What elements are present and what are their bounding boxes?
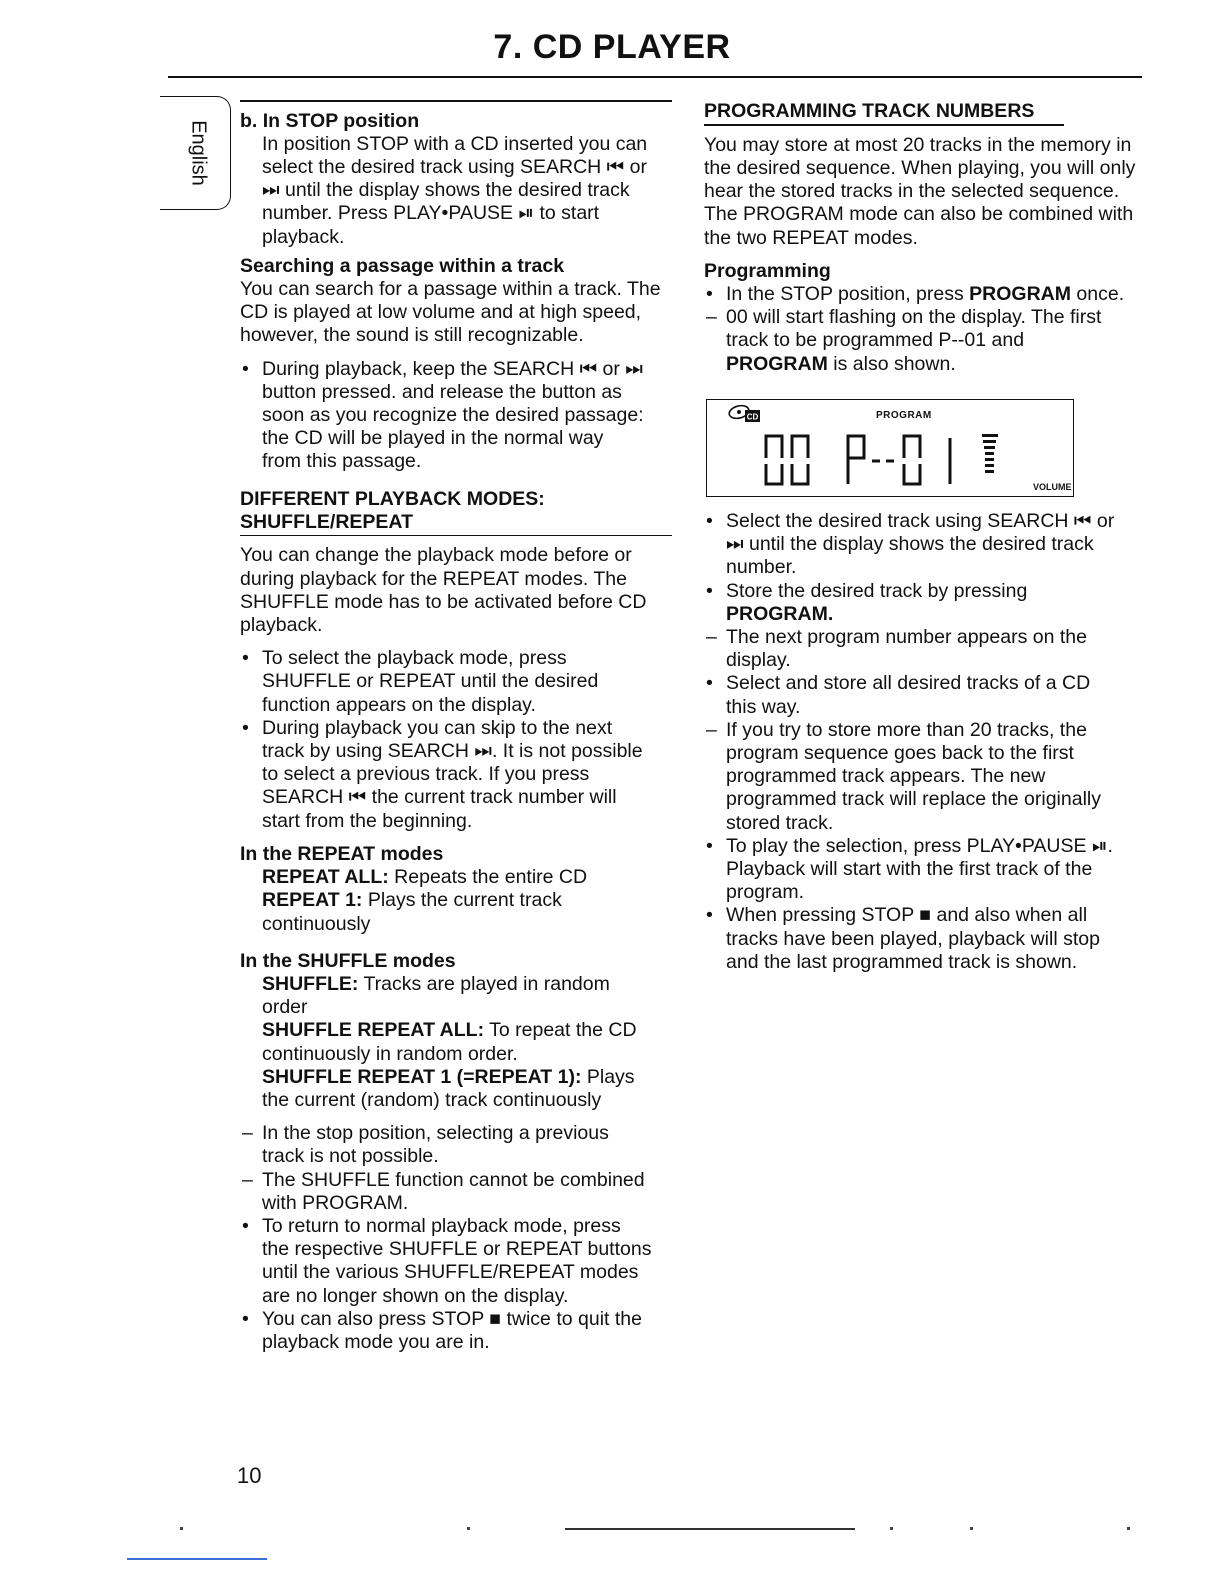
section-rule <box>240 100 672 102</box>
list-item: • You can also press STOP ■ twice to quit the playback mode you are in. <box>242 1307 642 1353</box>
section-rule <box>240 535 672 537</box>
list-item: – The next program number appears on the display. <box>706 626 1087 672</box>
lcd-digits <box>758 430 1028 490</box>
list-item: • During playback you can skip to the next track by using SEARCH ⏭. It is not possible to select a previous track. If you press SEARCH ⏮ the current track number will start from the beginning. <box>242 716 643 832</box>
list-item: – 00 will start flashing on the display. The first track to be programmed P--01 and PROGRAM is also shown. <box>706 306 1102 375</box>
programming-heading: Programming <box>704 259 831 282</box>
modes-subheading: SHUFFLE/REPEAT <box>240 510 413 533</box>
search-paragraph: You can search for a passage within a track. The CD is played at low volume and at high speed, however, the sound is still recognizable. <box>240 277 661 347</box>
scan-artifact <box>467 1527 470 1530</box>
list-item: • Select the desired track using SEARCH ⏮ or ⏭ until the display shows the desired track number. <box>706 510 1115 579</box>
scan-artifact <box>890 1527 893 1530</box>
list-item: • Store the desired track by pressing PROGRAM. <box>706 579 1028 625</box>
modes-paragraph: You can change the playback mode before or during playback for the REPEAT modes. The SHUFFLE mode has to be activated before CD playback. <box>240 544 647 637</box>
stop-paragraph: In position STOP with a CD inserted you can select the desired track using SEARCH ⏮ or ⏭ until the display shows the desired track number. Press PLAY•PAUSE ⏯ to start playback. <box>262 132 648 248</box>
left-column <box>240 100 672 1354</box>
search-heading: Searching a passage within a track <box>240 254 565 277</box>
repeat-definitions: REPEAT ALL: Repeats the entire CD REPEAT 1: Plays the current track continuously <box>262 866 588 935</box>
header-rule <box>168 76 1142 78</box>
scan-artifact <box>970 1527 973 1530</box>
right-column-lower <box>704 510 1144 974</box>
footer-scan-line <box>565 1528 855 1530</box>
page-number: 10 <box>237 1463 262 1488</box>
list-item: • To select the playback mode, press SHUFFLE or REPEAT until the desired function appears on the display. <box>242 647 599 716</box>
svg-text:CD: CD <box>746 412 759 422</box>
page-title: 7. CD PLAYER <box>493 28 731 66</box>
blue-edge-line <box>127 1558 267 1560</box>
shuffle-heading: In the SHUFFLE modes <box>240 949 456 972</box>
list-item: • To play the selection, press PLAY•PAUSE ⏯. Playback will start with the first track of the program. <box>706 834 1113 904</box>
list-item: • During playback, keep the SEARCH ⏮ or ⏭ button pressed. and release the button as soon as you recognize the desired passage: the CD will be played in the normal way from this passage. <box>242 357 644 473</box>
language-tab-label: English <box>187 120 210 186</box>
shuffle-definitions: SHUFFLE: Tracks are played in random order SHUFFLE REPEAT ALL: To repeat the CD continuously in random order. SHUFFLE REPEAT 1 (=REPEAT 1): Plays the current (random) track continuously <box>262 972 637 1111</box>
lcd-program-label: PROGRAM <box>876 410 932 421</box>
list-item: • In the STOP position, press PROGRAM once. <box>706 282 1125 305</box>
scan-artifact <box>1127 1527 1130 1530</box>
programming-section-heading: PROGRAMMING TRACK NUMBERS <box>704 100 1035 122</box>
stop-heading: b. In STOP position <box>240 109 420 132</box>
list-item: • Select and store all desired tracks of a CD this way. <box>706 672 1091 718</box>
list-item: – The SHUFFLE function cannot be combined with PROGRAM. <box>242 1168 645 1214</box>
list-item: • When pressing STOP ■ and also when all tracks have been played, playback will stop and the last programmed track is shown. <box>706 904 1100 973</box>
list-item: • To return to normal playback mode, press the respective SHUFFLE or REPEAT buttons until the various SHUFFLE/REPEAT modes are no longer shown on the display. <box>242 1214 652 1307</box>
list-item: – In the stop position, selecting a previous track is not possible. <box>242 1122 609 1168</box>
programming-intro: You may store at most 20 tracks in the memory in the desired sequence. When playing, you will only hear the stored tracks in the selected sequence. The PROGRAM mode can also be combined with the two REPEAT modes. <box>704 133 1136 249</box>
scan-artifact <box>180 1527 183 1530</box>
section-rule <box>704 124 1064 126</box>
right-column <box>704 100 1144 376</box>
modes-heading: DIFFERENT PLAYBACK MODES: <box>240 487 545 510</box>
cd-logo-icon <box>728 402 762 429</box>
lcd-volume-label: VOLUME <box>1033 482 1072 492</box>
repeat-heading: In the REPEAT modes <box>240 842 444 865</box>
list-item: – If you try to store more than 20 tracks, the program sequence goes back to the first programmed track appears. The new programmed track will replace the originally stored track. <box>706 718 1101 834</box>
